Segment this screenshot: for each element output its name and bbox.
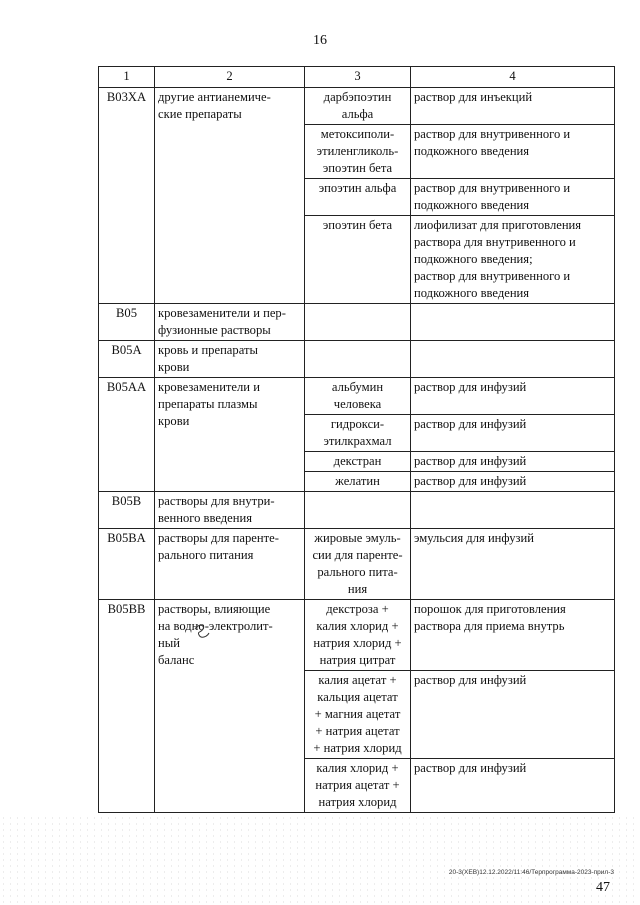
drug-name-cell <box>305 304 411 341</box>
atc-code-cell: B05BA <box>99 529 155 600</box>
drug-name-cell: жировые эмуль- сии для паренте- рального пита- ния <box>305 529 411 600</box>
dosage-form-cell: раствор для инфузий <box>411 378 615 415</box>
handwritten-mark-icon <box>191 621 215 645</box>
atc-code-cell: B05A <box>99 341 155 378</box>
pharmacological-group-cell: растворы для паренте- рального питания <box>155 529 305 600</box>
drug-name-cell: калия хлорид + натрия ацетат + натрия хлорид <box>305 759 411 813</box>
dosage-form-cell <box>411 492 615 529</box>
table-body <box>99 88 615 813</box>
drug-name-cell: эпоэтин альфа <box>305 179 411 216</box>
table-row <box>99 304 615 341</box>
dosage-form-cell: раствор для инфузий <box>411 415 615 452</box>
drug-table <box>98 66 615 813</box>
table-row <box>99 341 615 378</box>
atc-code-cell: B05AA <box>99 378 155 492</box>
table-row <box>99 492 615 529</box>
dosage-form-cell: порошок для приготовления раствора для приема внутрь <box>411 600 615 671</box>
pharmacological-group-cell: кровезаменители и препараты плазмы крови <box>155 378 305 492</box>
pharmacological-group-cell: кровезаменители и пер- фузионные растворы <box>155 304 305 341</box>
drug-name-cell: гидрокси- этилкрахмал <box>305 415 411 452</box>
drug-name-cell: декстран <box>305 452 411 472</box>
page-number: 16 <box>313 33 327 48</box>
table-row <box>99 529 615 600</box>
drug-name-cell: дарбэпоэтин альфа <box>305 88 411 125</box>
atc-code-cell: B05 <box>99 304 155 341</box>
dosage-form-cell: эмульсия для инфузий <box>411 529 615 600</box>
drug-name-cell: альбумин человека <box>305 378 411 415</box>
document-stamp: 20-3(ХЕВ)12.12.2022/11:46/Терпрограмма-2023-прил-3 <box>448 869 614 876</box>
drug-name-cell: желатин <box>305 472 411 492</box>
dosage-form-cell: раствор для инъекций <box>411 88 615 125</box>
scan-noise <box>0 815 640 905</box>
column-header-3: 3 <box>305 67 411 88</box>
dosage-form-cell: раствор для инфузий <box>411 671 615 759</box>
drug-name-cell: метоксиполи- этиленгликоль- эпоэтин бета <box>305 125 411 179</box>
drug-name-cell: калия ацетат + кальция ацетат + магния ацетат + натрия ацетат + натрия хлорид <box>305 671 411 759</box>
pharmacological-group-cell: растворы для внутри- венного введения <box>155 492 305 529</box>
dosage-form-cell <box>411 341 615 378</box>
drug-name-cell <box>305 341 411 378</box>
footer-page-number: 47 <box>596 880 610 895</box>
drug-name-cell: декстроза + калия хлорид + натрия хлорид + натрия цитрат <box>305 600 411 671</box>
table-row <box>99 88 615 125</box>
pharmacological-group-cell: кровь и препараты крови <box>155 341 305 378</box>
dosage-form-cell: раствор для инфузий <box>411 472 615 492</box>
table-row <box>99 600 615 671</box>
dosage-form-cell: раствор для инфузий <box>411 452 615 472</box>
atc-code-cell: B03XA <box>99 88 155 304</box>
atc-code-cell: B05BB <box>99 600 155 813</box>
dosage-form-cell: раствор для внутривенного и подкожного введения <box>411 125 615 179</box>
table-header-row <box>99 67 615 88</box>
column-header-1: 1 <box>99 67 155 88</box>
column-header-4: 4 <box>411 67 615 88</box>
drug-name-cell: эпоэтин бета <box>305 216 411 304</box>
table-row <box>99 378 615 415</box>
dosage-form-cell: раствор для внутривенного и подкожного введения <box>411 179 615 216</box>
dosage-form-cell: лиофилизат для приготовления раствора для внутривенного и подкожного введения; раствор для внутривенного и подкожного введения <box>411 216 615 304</box>
pharmacological-group-cell: другие антианемиче- ские препараты <box>155 88 305 304</box>
atc-code-cell: B05B <box>99 492 155 529</box>
dosage-form-cell <box>411 304 615 341</box>
dosage-form-cell: раствор для инфузий <box>411 759 615 813</box>
drug-name-cell <box>305 492 411 529</box>
pharmacological-group-cell: растворы, влияющие на водно-электролит- ный баланс <box>155 600 305 813</box>
column-header-2: 2 <box>155 67 305 88</box>
